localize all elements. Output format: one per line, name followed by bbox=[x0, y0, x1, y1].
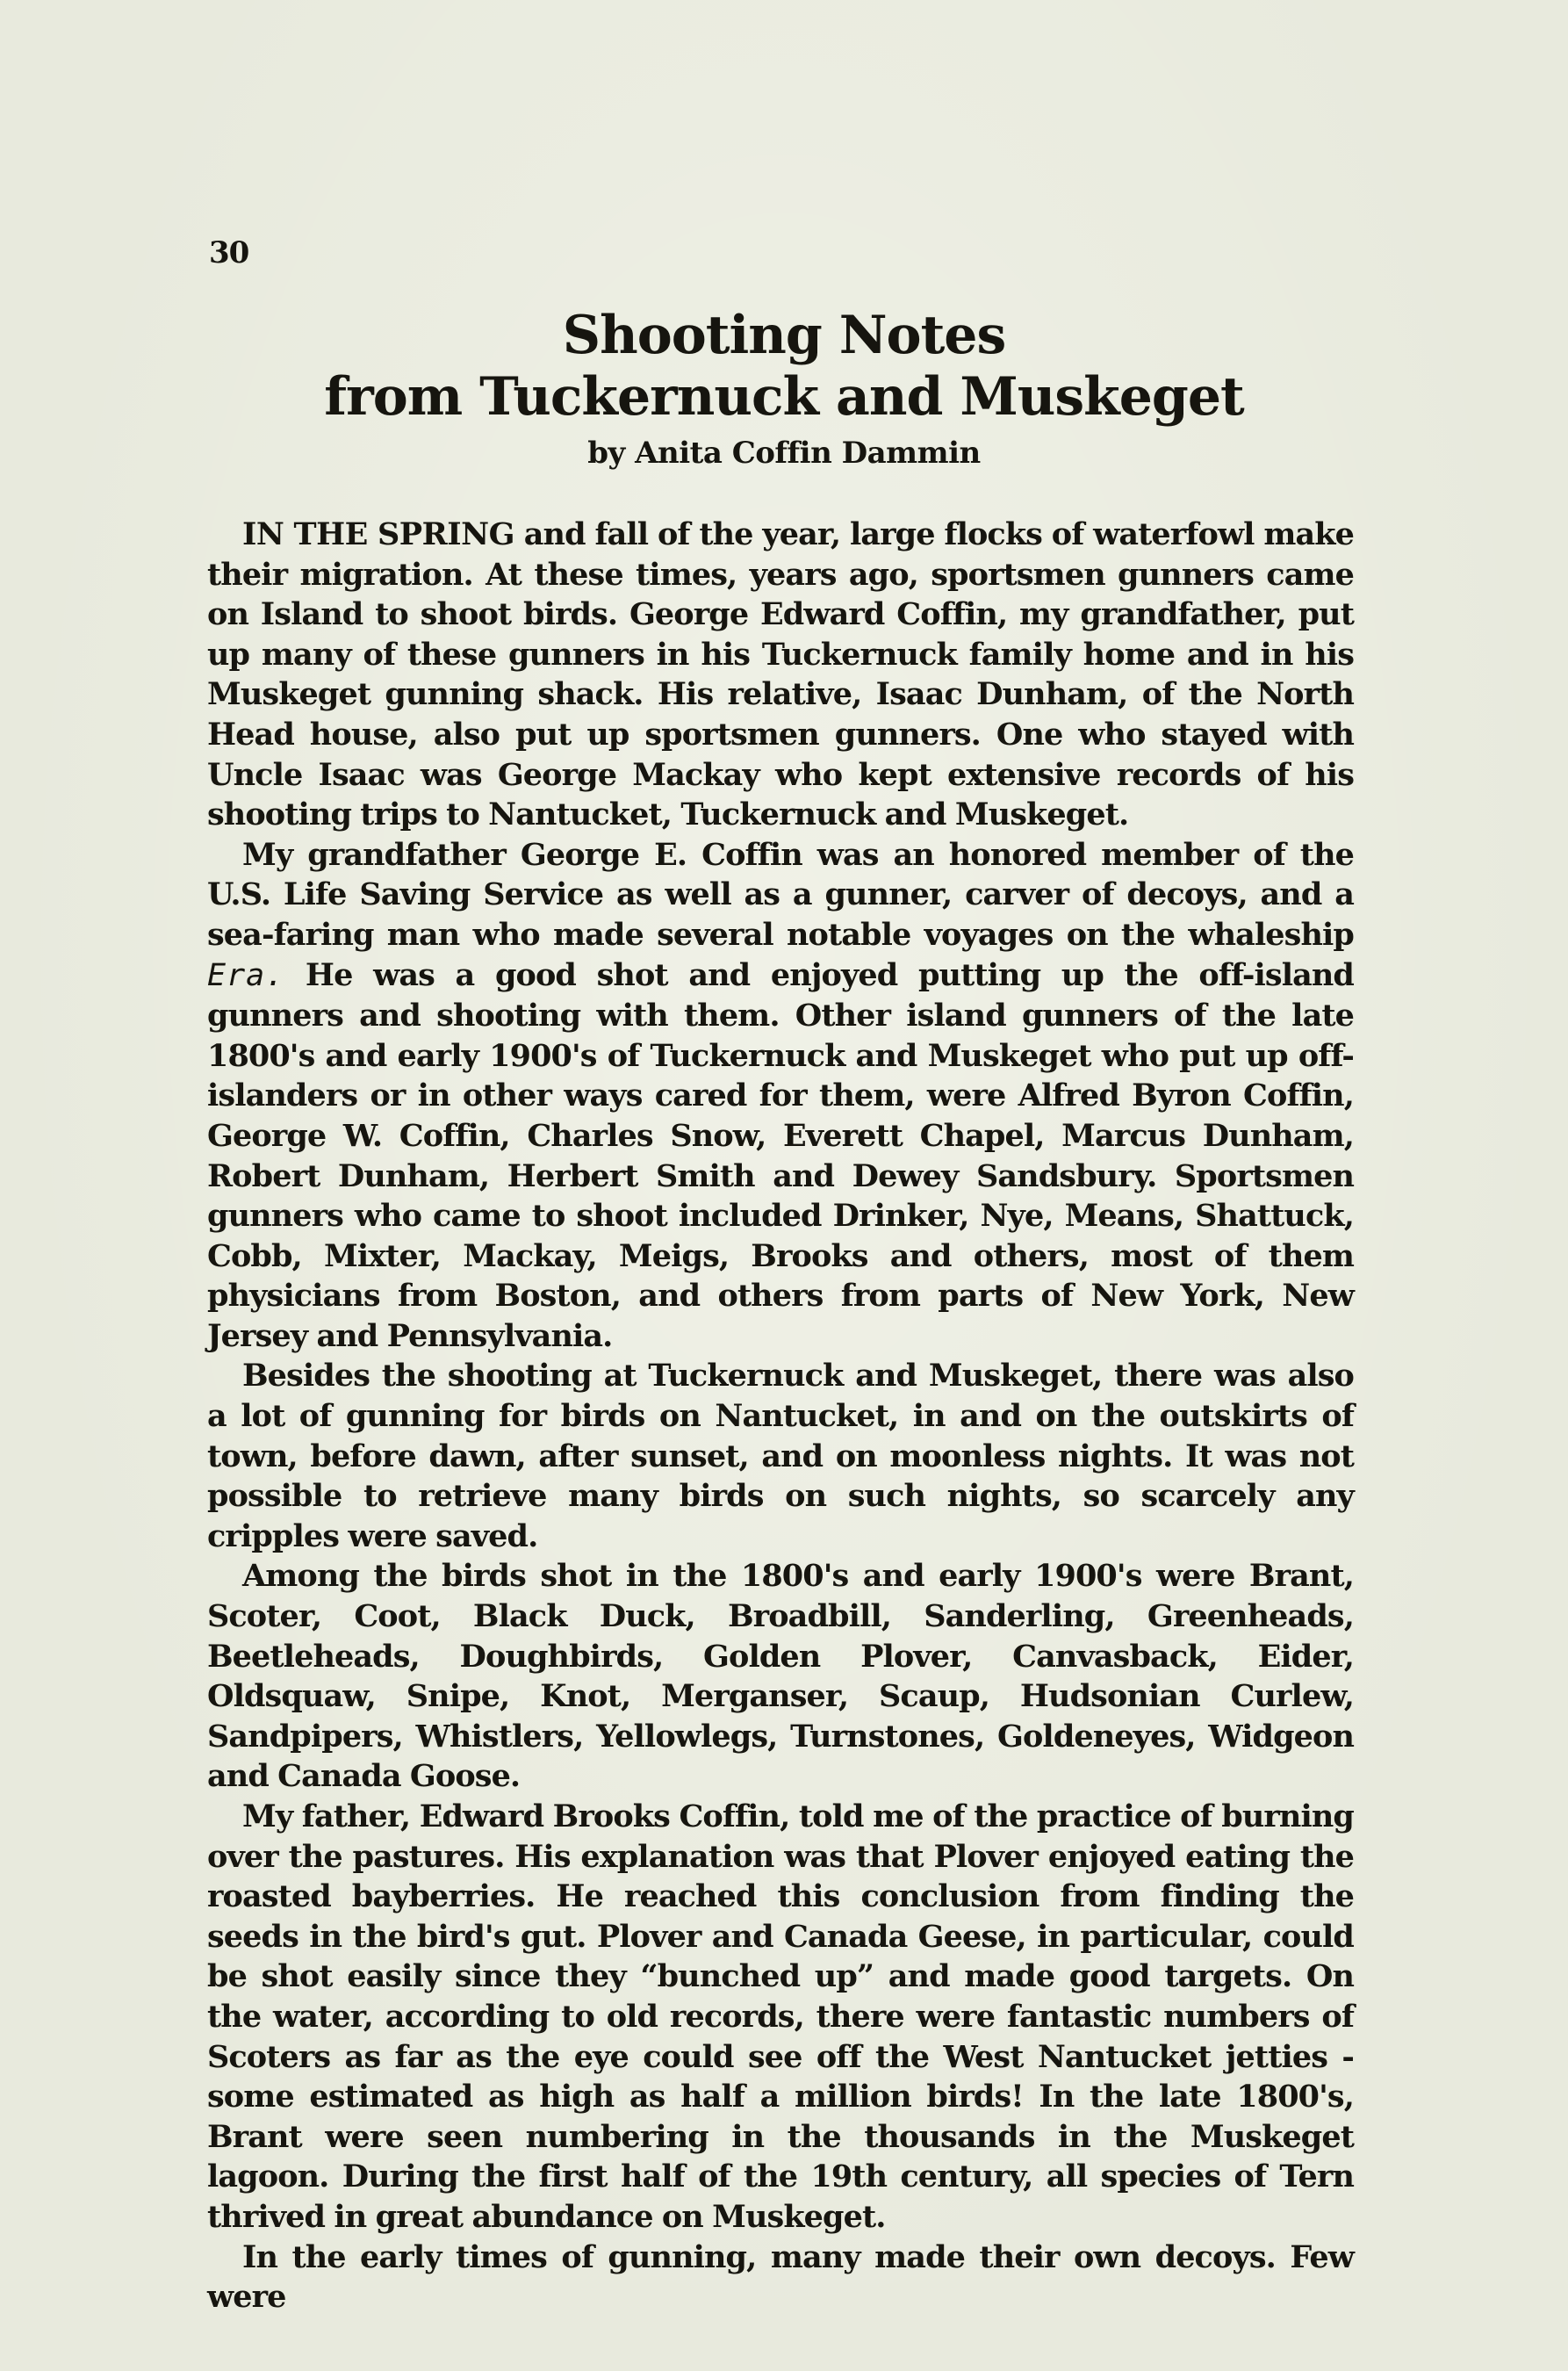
paragraph-text: My grandfather George E. Coffin was an honored member of the U.S. Life Saving Service as well as a gunner, carver of decoys, and a sea-faring man who made several notable voyages on the whaleship bbox=[207, 836, 1354, 953]
ship-name: Era. bbox=[207, 957, 285, 993]
paragraph-5: My father, Edward Brooks Coffin, told me of the practice of burning over the pastures. His explanation was that Plover enjoyed eating the roasted bayberries. He reached this conclusion from finding the seeds in the bird's gut. Plover and Canada Geese, in particular, could be shot easily since they “bunched up” and made good targets. On the water, according to old records, there were fantastic numbers of Scoters as far as the eye could see off the West Nantucket jetties - some estimated as high as half a million birds! In the late 1800's, Brant were seen numbering in the thousands in the Muskeget lagoon. During the first half of the 19th century, all species of Tern thrived in great abundance on Muskeget. bbox=[207, 1798, 1354, 2235]
paragraph-lead-in: IN THE SPRING bbox=[242, 516, 514, 552]
article-title-line-2: from Tuckernuck and Muskeget bbox=[324, 366, 1244, 428]
paragraph-4: Among the birds shot in the 1800's and early 1900's were Brant, Scoter, Coot, Black Duck, Broadbill, Sanderling, Greenheads, Beetleheads, Doughbirds, Golden Plover, Canvasback, Eider, Oldsquaw, Snipe, Knot, Merganser, Scaup, Hudsonian Curlew, Sandpipers, Whistlers, Yellowlegs, Turnstones, Goldeneyes, Widgeon and Canada Goose. bbox=[207, 1558, 1354, 1795]
paragraph-text: He was a good shot and enjoyed putting up the off-island gunners and shooting with them. Other island gunners of the late 1800's and early 1900's of Tuckernuck and Muskeget who put up off-islanders or in other ways cared for them, were Alfred Byron Coffin, George W. Coffin, Charles Snow, Everett Chapel, Marcus Dunham, Robert Dunham, Herbert Smith and Dewey Sandsbury. Sportsmen gunners who came to shoot included Drinker, Nye, Means, Shattuck, Cobb, Mixter, Mackay, Meigs, Brooks and others, most of them physicians from Boston, and others from parts of New York, New Jersey and Pennsylvania. bbox=[207, 956, 1354, 1354]
paragraph-text: and fall of the year, large flocks of waterfowl make their migration. At these times, years ago, sportsmen gunners came on Island to shoot birds. George Edward Coffin, my grandfather, put up many of these gunners in his Tuckernuck family home and in his Muskeget gunning shack. His relative, Isaac Dunham, of the North Head house, also put up sportsmen gunners. One who stayed with Uncle Isaac was George Mackay who kept extensive records of his shooting trips to Nantucket, Tuckernuck and Muskeget. bbox=[207, 516, 1354, 833]
page-number: 30 bbox=[209, 235, 249, 270]
paragraph-2 bbox=[207, 835, 1354, 1357]
paragraph-6: In the early times of gunning, many made their own decoys. Few were bbox=[207, 2238, 1354, 2316]
paragraph-3: Besides the shooting at Tuckernuck and Muskeget, there was also a lot of gunning for birds on Nantucket, in and on the outskirts of town, before dawn, after sunset, and on moonless nights. It was not possible to retrieve many birds on such nights, so scarcely any cripples were saved. bbox=[207, 1358, 1354, 1554]
article-title-line-1: Shooting Notes bbox=[562, 305, 1006, 366]
article-byline: by Anita Coffin Dammin bbox=[587, 436, 981, 471]
paragraph-1 bbox=[207, 515, 1354, 835]
article-body bbox=[207, 515, 1354, 2317]
